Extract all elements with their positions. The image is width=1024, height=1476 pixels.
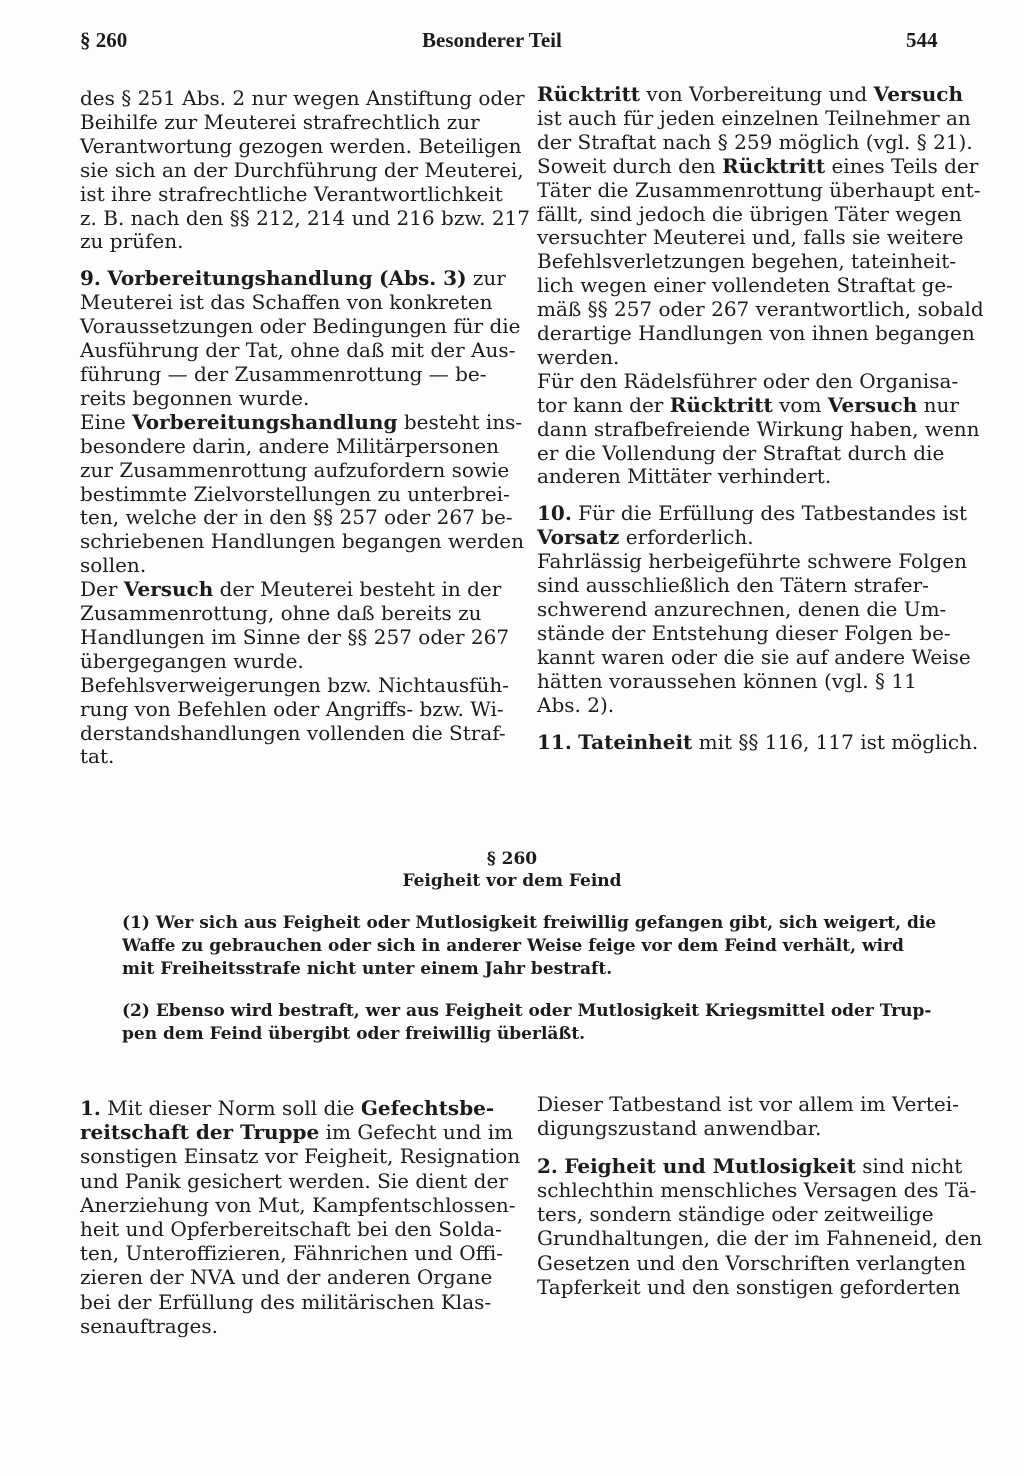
text-line: zu prüfen.	[80, 229, 184, 254]
text-line: und Panik gesichert werden. Sie dient der	[80, 1168, 508, 1193]
text-line: Voraussetzungen oder Bedingungen für die	[80, 314, 521, 339]
text-line: besondere darin, andere Militärpersonen	[80, 433, 499, 458]
text-line: kannt waren oder die sie auf andere Weise	[537, 644, 971, 669]
text-line: Befehlsverweigerungen bzw. Nichtausfüh-	[80, 672, 510, 697]
text-line: Beihilfe zur Meuterei strafrechtlich zur	[80, 109, 480, 134]
text-line: ters, sondern ständige oder zeitweilige	[537, 1202, 934, 1227]
text-line: ten, welche der in den §§ 257 oder 267 be-	[80, 505, 513, 530]
text-line: 2. Feigheit und Mutlosigkeit sind nicht	[537, 1153, 963, 1178]
text-line: Fahrlässig herbeigeführte schwere Folgen	[537, 549, 967, 574]
text-line: (2) Ebenso wird bestraft, wer aus Feigheit oder Mutlosigkeit Kriegsmittel oder Trup-	[122, 1001, 932, 1021]
text-line: Ausführung der Tat, ohne daß mit der Aus-	[80, 338, 516, 363]
text-line: bestimmte Zielvorstellungen zu unterbrei-	[80, 481, 510, 506]
text-line: Meuterei ist das Schaffen von konkreten	[80, 290, 493, 315]
text-line: Tapferkeit und den sonstigen geforderten	[537, 1274, 961, 1299]
text-line: derartige Handlungen von ihnen begangen	[537, 321, 975, 345]
text-line: des § 251 Abs. 2 nur wegen Anstiftung oder	[80, 86, 525, 110]
statute-number: § 260	[486, 849, 538, 869]
text-line: anderen Mittäter verhindert.	[537, 464, 832, 489]
text-line: Zusammenrottung, ohne daß bereits zu	[80, 601, 482, 626]
text-line: 10. Für die Erfüllung des Tatbestandes ist	[537, 501, 968, 526]
statute-title: Feigheit vor dem Feind	[402, 871, 622, 891]
text-line: Verantwortung gezogen werden. Beteiligen	[80, 133, 522, 158]
text-line: Anerziehung von Mut, Kampfentschlossen-	[80, 1192, 516, 1217]
text-line: ist ihre strafrechtliche Verantwortlichkeit	[80, 181, 503, 206]
text-line: stände der Entstehung dieser Folgen be-	[537, 620, 951, 645]
text-line: fällt, sind jedoch die übrigen Täter wegen	[537, 201, 962, 226]
text-line: versuchter Meuterei und, falls sie weitere	[537, 225, 964, 250]
text-line: z. B. nach den §§ 212, 214 und 216 bzw. 217	[80, 205, 530, 230]
text-line: Für den Rädelsführer oder den Organisa-	[537, 368, 959, 393]
text-line: 9. Vorbereitungshandlung (Abs. 3) zur	[80, 266, 506, 291]
text-line: hätten voraussehen können (vgl. § 11	[537, 668, 917, 693]
text-line: er die Vollendung der Straftat durch die	[537, 440, 945, 465]
text-line: reits begonnen wurde.	[80, 385, 310, 410]
text-line: derstandshandlungen vollenden die Straf-	[80, 720, 506, 745]
text-line: führung — der Zusammenrottung — be-	[80, 362, 487, 387]
text-line: zur Zusammenrottung aufzufordern sowie	[80, 457, 510, 482]
text-line: Handlungen im Sinne der §§ 257 oder 267	[80, 624, 510, 649]
text-line: 1. Mit dieser Norm soll die Gefechtsbe-	[80, 1096, 495, 1120]
section-header: § 260	[80, 28, 128, 52]
text-line: reitschaft der Truppe im Gefecht und im	[80, 1120, 514, 1145]
text-line: zieren der NVA und der anderen Organe	[80, 1265, 493, 1290]
text-line: Grundhaltungen, die der im Fahneneid, den	[537, 1226, 983, 1251]
text-line: übergegangen wurde.	[80, 648, 304, 673]
text-line: (1) Wer sich aus Feigheit oder Mutlosigkeit freiwillig gefangen gibt, sich weigert, die	[122, 913, 937, 933]
text-line: Rücktritt von Vorbereitung und Versuch	[537, 82, 963, 106]
text-line: heit und Opferbereitschaft bei den Solda-	[80, 1217, 502, 1241]
text-line: ten, Unteroffizieren, Fähnrichen und Offi-	[80, 1241, 504, 1266]
text-line: mäß §§ 257 oder 267 verantwortlich, sobald	[537, 297, 984, 322]
text-line: mit Freiheitsstrafe nicht unter einem Jahr bestraft.	[122, 959, 613, 979]
text-line: schwerend anzurechnen, denen die Um-	[537, 597, 947, 622]
text-line: sollen.	[80, 553, 147, 578]
text-line: rung von Befehlen oder Angriffs- bzw. Wi-	[80, 696, 504, 721]
text-line: Vorsatz erforderlich.	[537, 525, 754, 550]
text-line: schlechthin menschliches Versagen des Tä-	[537, 1177, 977, 1202]
text-line: schriebenen Handlungen begangen werden	[80, 529, 524, 554]
text-line: Gesetzen und den Vorschriften verlangten	[537, 1250, 966, 1275]
text-line: 11. Tateinheit mit §§ 116, 117 ist möglich.	[537, 729, 979, 754]
text-line: Dieser Tatbestand ist vor allem im Vertei-	[537, 1092, 959, 1116]
text-line: senauftrages.	[80, 1313, 218, 1338]
text-line: Waffe zu gebrauchen oder sich in anderer Weise feige vor dem Feind verhält, wird	[122, 936, 904, 956]
text-line: Eine Vorbereitungshandlung besteht ins-	[80, 409, 523, 434]
text-line: Befehlsverletzungen begehen, tateinheit-	[537, 249, 957, 274]
text-line: Der Versuch der Meuterei besteht in der	[80, 577, 502, 602]
page-number: 544	[906, 28, 938, 52]
text-line: Abs. 2).	[537, 692, 615, 717]
text-line: bei der Erfüllung des militärischen Klas-	[80, 1289, 492, 1314]
text-line: dann strafbefreiende Wirkung haben, wenn	[537, 416, 980, 441]
text-line: sie sich an der Durchführung der Meuterei,	[80, 157, 524, 182]
text-line: sonstigen Einsatz vor Feigheit, Resignation	[80, 1144, 521, 1169]
page-title: Besonderer Teil	[422, 28, 562, 52]
text-line: sind ausschließlich den Tätern strafer-	[537, 573, 929, 598]
text-line: werden.	[537, 344, 620, 369]
text-line: ist auch für jeden einzelnen Teilnehmer an	[537, 105, 971, 130]
text-line: Soweit durch den Rücktritt eines Teils der	[537, 153, 979, 178]
text-line: der Straftat nach § 259 möglich (vgl. § 21).	[537, 129, 973, 154]
text-line: lich wegen einer vollendeten Straftat ge-	[537, 273, 953, 298]
text-line: Täter die Zusammenrottung überhaupt ent-	[537, 177, 981, 202]
text-line: pen dem Feind übergibt oder freiwillig überläßt.	[122, 1024, 586, 1044]
text-line: digungszustand anwendbar.	[537, 1116, 822, 1141]
text-line: tor kann der Rücktritt vom Versuch nur	[537, 392, 959, 417]
text-line: tat.	[80, 744, 115, 769]
